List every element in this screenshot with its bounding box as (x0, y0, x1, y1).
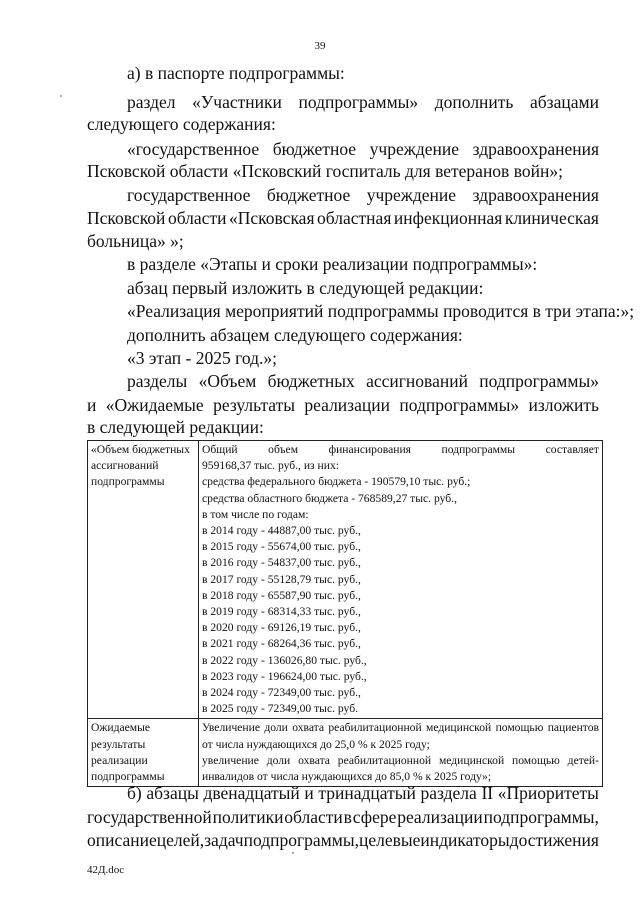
result-line: увеличение доли охвата реабилитационной медицинской помощью детей-инвалидов от числа нуждающихся до 85,0 % к 2025 году»; (202, 753, 599, 784)
word: «Псковская (229, 208, 315, 228)
word: политики (212, 807, 284, 827)
word: двенадцатый (203, 783, 300, 803)
budget-line: в том числе по годам: (202, 507, 309, 521)
row-label-results: Ожидаемые результаты реализации подпрограммы (88, 719, 199, 787)
paragraph-line-4 (127, 138, 599, 161)
budget-line: в 2016 году - 54837,00 тыс. руб., (202, 556, 361, 570)
word: разделы (127, 371, 188, 391)
word: б) (127, 783, 142, 803)
budget-head-line (202, 442, 599, 458)
paragraph-line-15 (87, 394, 599, 417)
word: подпрограммы, (243, 830, 359, 850)
budget-total: 959168,37 тыс. руб., из них: (202, 459, 339, 473)
word: описание (87, 830, 157, 850)
budget-line: средства федерального бюджета - 190579,10 тыс. руб.; (202, 475, 471, 489)
paragraph-after-1 (127, 782, 599, 805)
paragraph-line-10: абзац первый изложить в следующей редакции: (127, 278, 484, 298)
passport-table (87, 440, 603, 787)
paragraph-after-3 (87, 829, 599, 852)
paragraph-line-16: в следующей редакции: (87, 417, 264, 437)
word: реализации (397, 807, 483, 827)
table-row (88, 719, 603, 787)
word: подпрограммы» (399, 395, 520, 415)
word: в (343, 807, 352, 827)
word: здравоохранения (472, 185, 599, 205)
budget-line: в 2019 году - 68314,33 тыс. руб., (202, 605, 361, 619)
word: тринадцатый (318, 783, 416, 803)
word: бюджетное (272, 139, 357, 159)
word: государственное (127, 185, 251, 205)
budget-line: средства областного бюджета - 768589,27 тыс. руб., (202, 491, 457, 505)
budget-line: в 2015 году - 55674,00 тыс. руб., (202, 540, 361, 554)
word: объем (268, 443, 299, 456)
footer-filename: 42Д.doc (87, 864, 125, 876)
budget-line: в 2020 году - 69126,19 тыс. руб., (202, 621, 361, 635)
word: учреждение (369, 139, 459, 159)
budget-line: в 2025 году - 72349,00 тыс. руб. (202, 702, 358, 716)
word: сфере (352, 807, 397, 827)
scan-speck (60, 95, 62, 97)
word: подпрограммы» (479, 371, 599, 391)
paragraph-line-12: дополнить абзацем следующего содержания: (127, 325, 463, 345)
word: реализации (304, 395, 390, 415)
budget-cell (199, 441, 603, 719)
word: изложить (528, 395, 599, 415)
word: «государственное (127, 139, 260, 159)
paragraph-line-5: Псковской области «Псковский госпиталь для ветеранов войн»; (87, 161, 563, 181)
budget-line: в 2021 году - 68264,36 тыс. руб., (202, 637, 361, 651)
paragraph-line-11: «Реализация мероприятий подпрограммы проводится в три этапа:»; (127, 301, 635, 321)
word: «Приоритеты (497, 783, 599, 803)
paragraph-line-13: «3 этап - 2025 год.»; (127, 348, 277, 368)
word: области (284, 807, 343, 827)
word: раздела (420, 783, 477, 803)
word: Псковской (87, 208, 166, 228)
word: II (481, 783, 494, 803)
word: «Участники (192, 92, 282, 112)
scan-speck (292, 852, 294, 854)
word: областная (317, 208, 392, 228)
word: ассигнований (366, 371, 468, 391)
word: учреждение (366, 185, 457, 205)
budget-line: в 2014 году - 44887,00 тыс. руб., (202, 524, 361, 538)
word: финансирования (328, 443, 411, 456)
budget-line: в 2024 году - 72349,00 тыс. руб., (202, 686, 361, 700)
budget-line: в 2023 году - 196624,00 тыс. руб., (202, 669, 367, 683)
word: задач (204, 830, 244, 850)
word: «Объем (198, 371, 257, 391)
paragraph-line-3: следующего содержания: (87, 114, 276, 134)
budget-line: в 2018 году - 65587,90 тыс. руб., (202, 588, 361, 602)
word: Общий (202, 443, 238, 456)
word: составляет (545, 443, 599, 456)
word: абзацами (530, 92, 599, 112)
word: дополнить (434, 92, 514, 112)
word: целевые (358, 830, 421, 850)
paragraph-line-2 (127, 91, 599, 114)
word: бюджетное (266, 185, 351, 205)
page-number: 39 (314, 40, 326, 52)
word: подпрограммы (441, 443, 516, 456)
word: государственной (87, 807, 212, 827)
word: клиническая (504, 208, 599, 228)
word: подпрограммы, (483, 807, 599, 827)
word: подпрограммы» (298, 92, 419, 112)
word: абзацы (146, 783, 199, 803)
word: и (87, 395, 97, 415)
word: раздел (127, 92, 176, 112)
budget-line: в 2017 году - 55128,79 тыс. руб., (202, 572, 361, 586)
table-row (88, 441, 603, 719)
paragraph-line-7 (87, 207, 599, 230)
word: и (304, 783, 314, 803)
word: «Ожидаемые (105, 395, 204, 415)
paragraph-line-14 (127, 370, 599, 393)
paragraph-after-2 (87, 806, 599, 829)
word: здравоохранения (472, 139, 599, 159)
paragraph-line-9: в разделе «Этапы и сроки реализации подпрограммы»: (127, 254, 538, 274)
paragraph-line-8: больница» »; (87, 231, 184, 251)
results-cell (199, 719, 603, 787)
word: индикаторы (420, 830, 510, 850)
paragraph-line-6 (127, 184, 599, 207)
word: области (167, 208, 227, 228)
word: инфекционная (393, 208, 503, 228)
word: целей, (156, 830, 205, 850)
row-label-budget: «Объем бюджетных ассигнований подпрограммы (88, 441, 199, 719)
budget-line: в 2022 году - 136026,80 тыс. руб., (202, 653, 367, 667)
result-line: Увеличение доли охвата реабилитационной медицинской помощью пациентов от числа нуждающихся до 25,0 % к 2025 году; (202, 721, 599, 751)
word: бюджетных (267, 371, 355, 391)
word: достижения (509, 830, 599, 850)
paragraph-line-1: а) в паспорте подпрограммы: (127, 63, 345, 83)
word: результаты (213, 395, 295, 415)
